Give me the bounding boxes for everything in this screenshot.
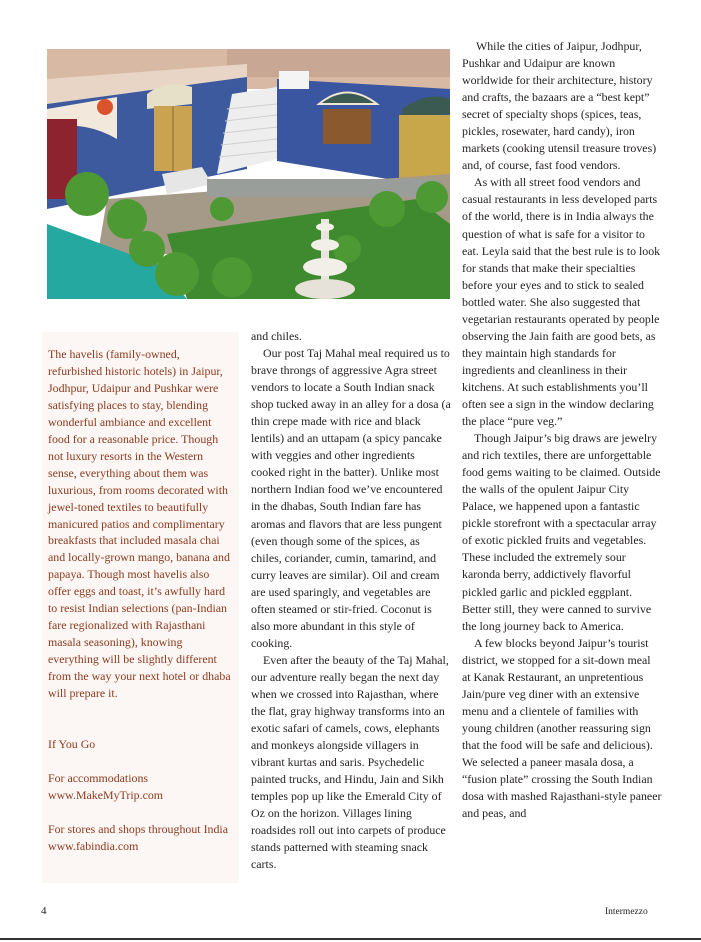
article-column-2	[251, 328, 451, 874]
page-number: 4	[41, 905, 47, 917]
paragraph: Our post Taj Mahal meal required us to brave throngs of aggressive Agra street vendors to locate a South Indian snack shop tucked away in an alley for a dosa (a thin crepe made with rice and black lentils) and an uttapam (a spicy pancake with veggies and other ingredients cooked right in the batter). Unlike most northern Indian food we’ve encountered in the dhabas, South Indian fare has aromas and flavors that are less pungent (even though some of the spices, as chiles, coriander, cumin, tamarind, and curry leaves are similar). Oil and cream are used sparingly, and vegetables are often steamed or stir-fried. Coconut is also more abundant in this style of cooking.	[251, 346, 451, 650]
window	[323, 109, 371, 144]
sidebar-heading: If You Go	[48, 737, 96, 752]
paragraph: While the cities of Jaipur, Jodhpur, Pushkar and Udaipur are known worldwide for their architecture, history and crafts, the bazaars are a “best kept” secret of specialty shops (spices, teas, pickles, rosewater, hard candy), iron markets (cooking utensil treasure troves) and, of course, fast food vendors.	[462, 39, 657, 173]
publication-name: Intermezzo	[605, 907, 648, 917]
paragraph: As with all street food vendors and casual restaurants in less developed parts of the world, there is in India always the question of what is safe for a visitor to eat. Leyla said that the best rule is to look for stands that make their specialties before your eyes and to stick to sealed bottled water. She also suggested that vegetarian restaurants operated by people observing the Jain faith are good bets, as they maintain high standards for ingredients and cleanliness in their kitchens. At such establishments you’ll often see a sign in the window declaring the place “pure veg.”	[462, 175, 661, 429]
bottom-rule	[0, 938, 701, 940]
accommodations-label: For accommodations	[48, 770, 149, 785]
accommodations-link[interactable]: www.MakeMyTrip.com	[48, 787, 164, 802]
air-conditioner	[279, 71, 309, 89]
sidebar-intro: The havelis (family-owned, refurbished historic hotels) in Jaipur, Jodhpur, Udaipur and Pushkar were satisfying places to stay, blending wonderful ambiance and excellent food for a reasonable price. Though not luxury resorts in the Western sense, everything about them was luxurious, from rooms decorated with jewel-toned textiles to beautifully manicured patios and complimentary breakfasts that included masala chai and locally-grown mango, banana and papaya. Though most havelis also offer eggs and toast, it’s awfully hard to resist Indian selections (pan-Indian fare regionalized with Rajasthani masala seasoning), knowing everything will be slightly different from the way your next hotel or dhaba will prepare it.	[48, 347, 231, 701]
courtyard-photo	[47, 49, 450, 299]
paragraph: A few blocks beyond Jaipur’s tourist district, we stopped for a sit-down meal at Kanak Restaurant, an unpretentious Jain/pure veg diner with an extensive menu and a clientele of families with young children (another reassuring sign that the food will be safe and delicious). We selected a paneer masala dosa, a “fusion plate” crossing the South Indian dosa with mashed Rajasthani-style paneer and peas, and	[462, 635, 662, 821]
if-you-go-sidebar	[42, 332, 239, 883]
balcony-railing	[227, 49, 450, 77]
paragraph: Though Jaipur’s big draws are jewelry and rich textiles, there are unforgettable food gems waiting to be claimed. Outside the walls of the opulent Jaipur City Palace, we happened upon a fantastic pickle storefront with a spectacular array of exotic pickled fruits and vegetables. These included the extremely sour karonda berry, addictively flavorful pickled garlic and pickled eggplant. Better still, they were canned to survive the long journey back to America.	[462, 431, 661, 633]
courtyard-illustration	[47, 49, 450, 299]
yellow-door-right	[399, 115, 450, 180]
flower-motif	[97, 99, 113, 115]
stores-link[interactable]: www.fabindia.com	[48, 838, 139, 853]
stone-fence	[207, 179, 437, 197]
article-column-3	[462, 38, 662, 822]
stores-label: For stores and shops throughout India	[48, 821, 228, 836]
paragraph: Even after the beauty of the Taj Mahal, our adventure really began the next day when we crossed into Rajasthan, where the flat, gray highway transforms into an exotic safari of camels, cows, elephants and monkeys alongside villagers in vibrant kurtas and saris. Psychedelic painted trucks, and Hindu, Jain and Sikh temples pop up like the Emerald City of Oz on the horizon. Villages lining roadsides roll out into carpets of produce stands patterned with steaming snack carts.	[251, 652, 449, 872]
paragraph: and chiles.	[251, 329, 302, 343]
